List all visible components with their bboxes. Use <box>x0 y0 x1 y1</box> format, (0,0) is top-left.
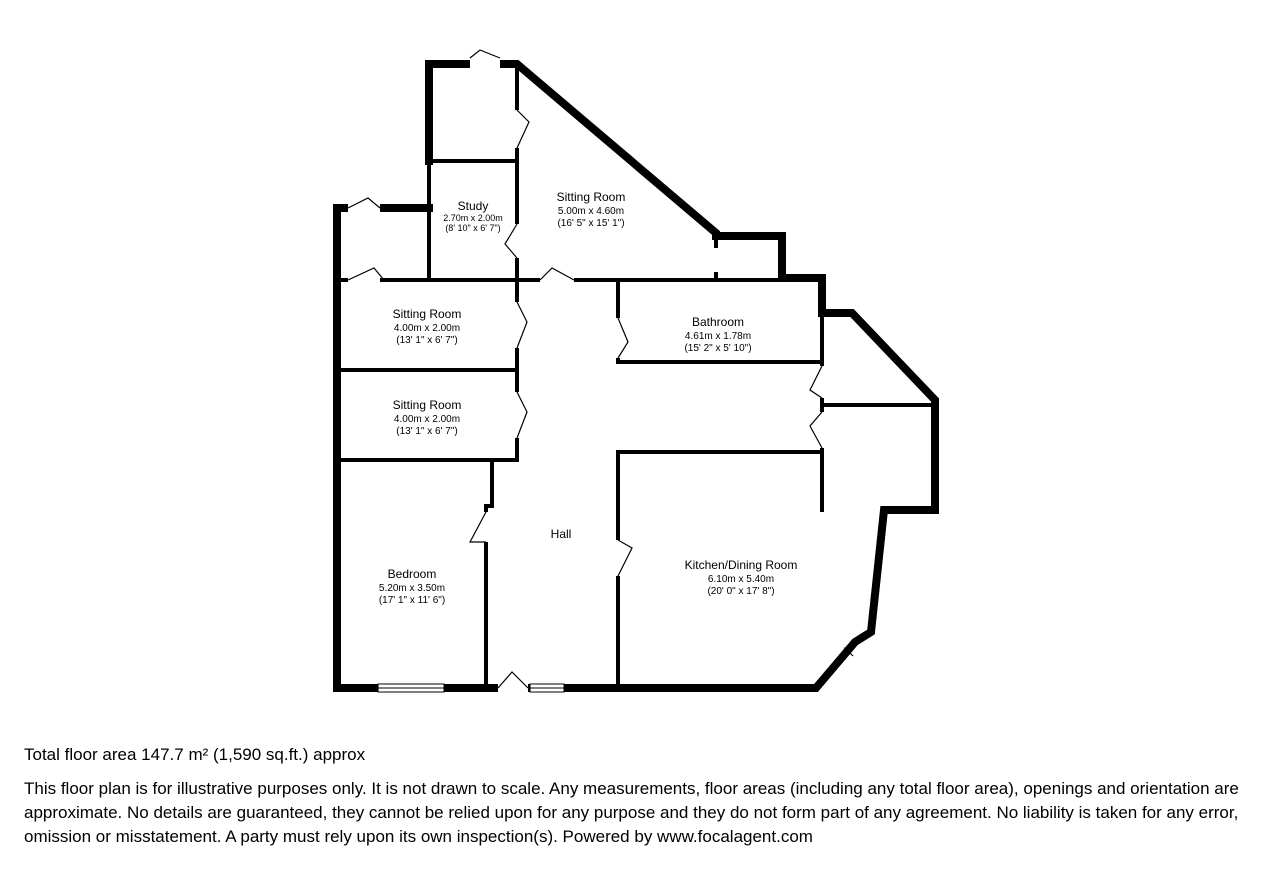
room-hall <box>551 527 572 541</box>
room-name: Sitting Room <box>556 190 626 204</box>
room-kitchen-dining <box>685 558 798 597</box>
room-metric: 5.20m x 3.50m <box>378 583 446 594</box>
room-sitting-room-2 <box>393 307 462 346</box>
room-imperial: (13' 1" x 6' 7") <box>396 426 458 437</box>
room-imperial: (17' 1" x 11' 6") <box>378 595 446 606</box>
room-imperial: (8' 10" x 6' 7") <box>445 223 501 233</box>
room-imperial: (16' 5" x 15' 1") <box>557 218 625 229</box>
room-metric: 4.61m x 1.78m <box>684 331 752 342</box>
room-imperial: (13' 1" x 6' 7") <box>396 335 458 346</box>
room-metric: 2.70m x 2.00m <box>443 213 503 223</box>
room-sitting-room-3 <box>393 398 462 437</box>
room-bedroom <box>379 567 445 606</box>
room-metric: 4.00m x 2.00m <box>393 323 461 334</box>
room-name: Sitting Room <box>392 398 462 412</box>
room-imperial: (15' 2" x 5' 10") <box>684 343 752 354</box>
room-sitting-room-1 <box>557 190 626 229</box>
room-name: Kitchen/Dining Room <box>684 558 798 572</box>
room-name: Hall <box>550 527 572 541</box>
room-metric: 4.00m x 2.00m <box>393 414 461 425</box>
disclaimer-text: This floor plan is for illustrative purposes only. It is not drawn to scale. Any measurements, floor areas (including any total floor area), openings and orientation are approximate. No details are guaranteed, they cannot be relied upon for any purpose and they do not form part of any agreement. No liability is taken for any error, omission or misstatement. A party must rely upon its own inspection(s). Powered by www.focalagent.com <box>24 779 1239 846</box>
room-bathroom <box>684 315 751 354</box>
room-name: Bathroom <box>691 315 745 329</box>
room-metric: 6.10m x 5.40m <box>707 574 775 585</box>
total-floor-area: Total floor area 147.7 m² (1,590 sq.ft.) approx <box>24 745 366 764</box>
room-imperial: (20' 0" x 17' 8") <box>707 586 775 597</box>
room-name: Sitting Room <box>392 307 462 321</box>
room-study <box>443 199 503 233</box>
room-name: Study <box>457 199 489 213</box>
room-name: Bedroom <box>387 567 437 581</box>
room-metric: 5.00m x 4.60m <box>557 206 625 217</box>
